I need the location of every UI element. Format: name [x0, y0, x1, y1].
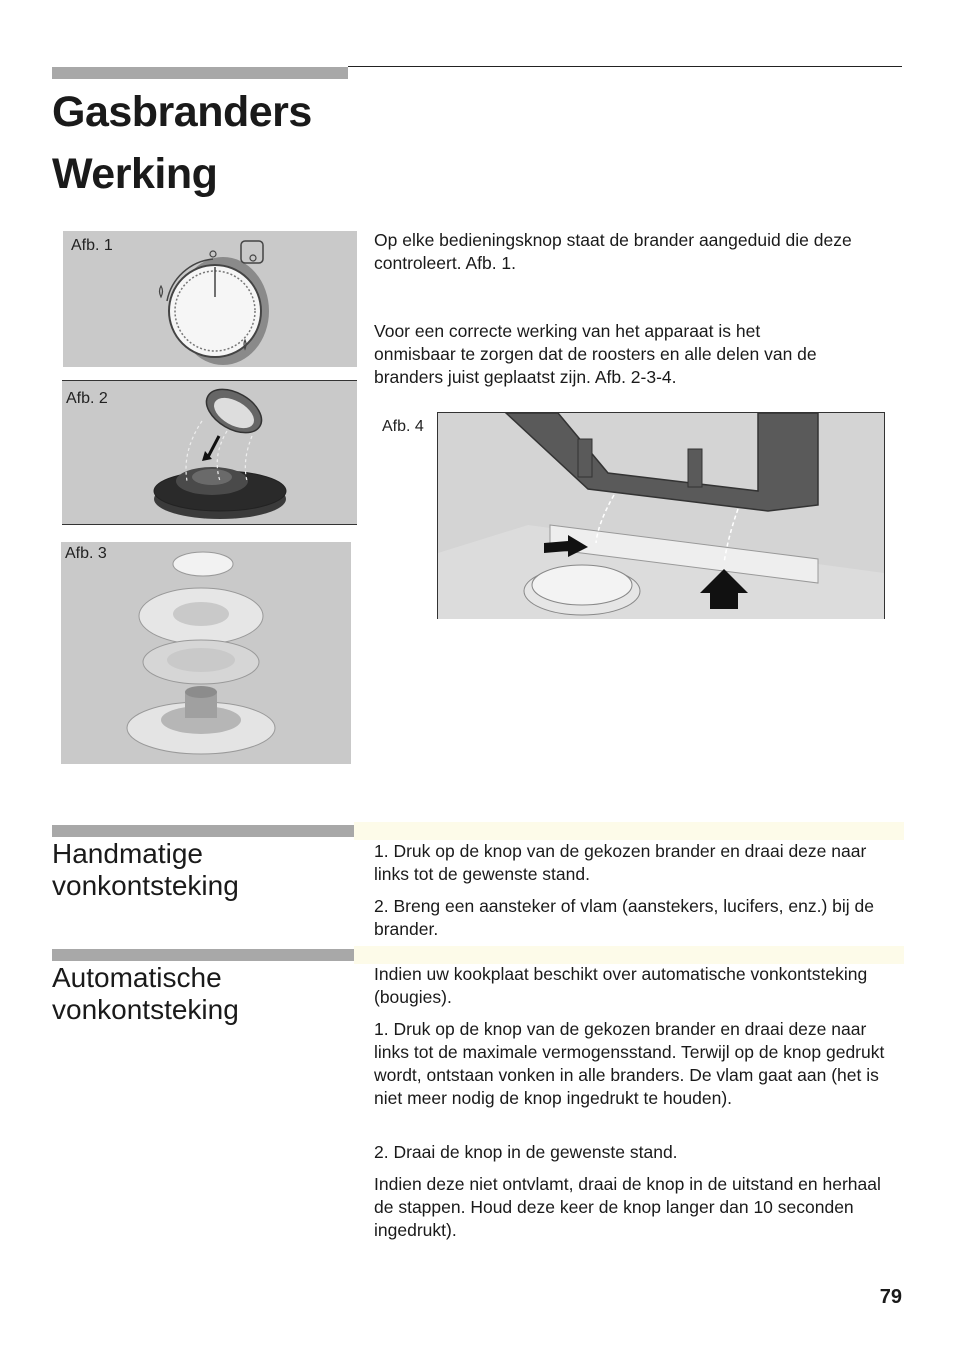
page-number: 79: [879, 1286, 902, 1308]
intro-paragraph-2: Voor een correcte werking van het apparaat is het onmisbaar te zorgen dat de roosters en alle delen van de branders juist geplaatst zijn. Afb. 2-3-4.: [374, 321, 817, 387]
figure-burner-cap: [62, 380, 357, 525]
page-title: Gasbranders: [52, 88, 312, 136]
manual-step-2: 2. Breng een aansteker of vlam (aanstekers, lucifers, enz.) bij de brander.: [374, 896, 874, 939]
figure-exploded-burner: [61, 542, 351, 764]
section-manual-grey-bar: [52, 825, 354, 837]
section-auto-cream-bar: [354, 946, 904, 964]
intro-paragraph-1: Op elke bedieningsknop staat de brander aangeduid die deze controleert. Afb. 1.: [374, 230, 852, 273]
automatic-note: Indien deze niet ontvlamt, draai de knop in de uitstand en herhaal de stappen. Houd deze keer de knop langer dan 10 seconden ingedrukt).: [374, 1174, 881, 1240]
figure-grate-placement: [437, 412, 885, 619]
automatic-intro: Indien uw kookplaat beschikt over automatische vonkontsteking (bougies).: [374, 964, 868, 1007]
section-manual-cream-bar: [354, 822, 904, 840]
automatic-step-1: 1. Druk op de knop van de gekozen brander en draai deze naar links tot de maximale vermogensstand. Terwijl op de knop gedrukt wordt, ontstaan vonken in alle branders. De vlam gaat aan (het is niet meer nodig de knop ingedrukt te houden).: [374, 1019, 885, 1108]
section-title-manual: Handmatige vonkontsteking: [52, 838, 239, 901]
grate-placement-illustration: [438, 413, 884, 619]
manual-step-1: 1. Druk op de knop van de gekozen brander en draai deze naar links tot de gewenste stand.: [374, 841, 867, 884]
header-rule: [348, 66, 902, 67]
section-auto-grey-bar: [52, 949, 354, 961]
figure-knob: [63, 231, 357, 367]
header-grey-bar: [52, 67, 348, 79]
figure-label-afb4: Afb. 4: [382, 418, 424, 435]
automatic-step-2: 2. Draai de knop in de gewenste stand.: [374, 1142, 678, 1162]
exploded-burner-illustration: [61, 542, 351, 764]
figure-label-afb3: Afb. 3: [65, 545, 107, 562]
page-subtitle: Werking: [52, 150, 218, 198]
figure-label-afb1: Afb. 1: [71, 237, 113, 254]
section-title-automatic: Automatische vonkontsteking: [52, 962, 239, 1025]
figure-label-afb2: Afb. 2: [66, 390, 108, 407]
